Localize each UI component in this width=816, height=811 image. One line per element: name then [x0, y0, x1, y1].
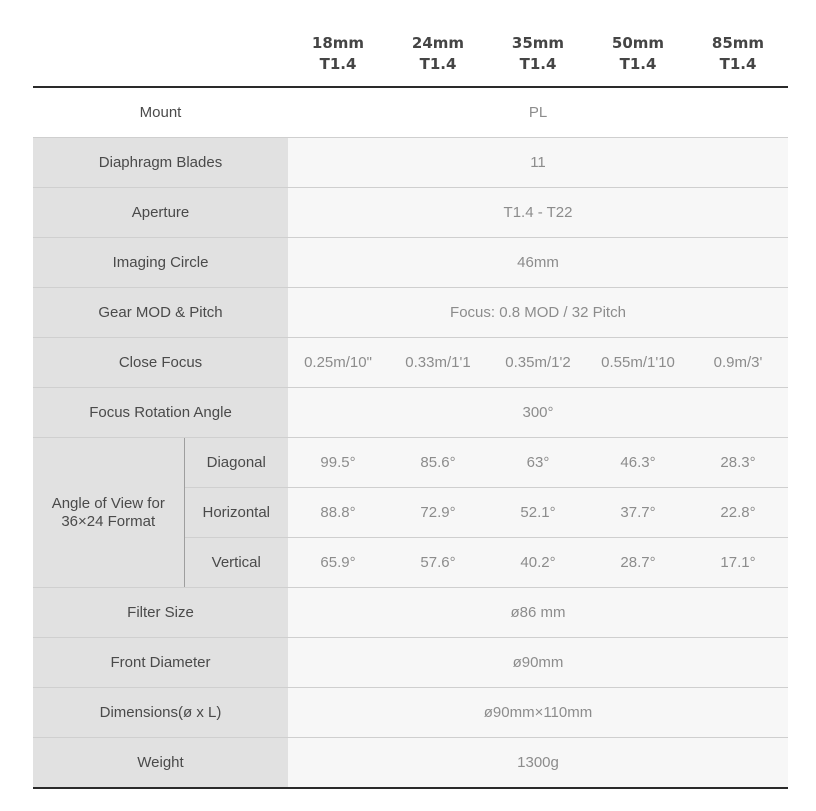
row-value: 46mm [288, 238, 788, 288]
sub-label-horizontal: Horizontal [184, 488, 288, 538]
row-value: PL [288, 87, 788, 138]
row-angle-diagonal [33, 438, 788, 488]
row-value: 300° [288, 388, 788, 438]
row-close-focus [33, 338, 788, 388]
row-gear-mod-pitch [33, 288, 788, 338]
angle-of-view-label-line2: 36×24 Format [61, 512, 156, 530]
header-t-stop: T1.4 [719, 55, 757, 73]
cell-value: 65.9° [288, 538, 388, 588]
row-label: Dimensions(ø x L) [33, 688, 288, 738]
row-mount [33, 87, 788, 138]
row-diaphragm-blades [33, 138, 788, 188]
row-imaging-circle [33, 238, 788, 288]
row-value: Focus: 0.8 MOD / 32 Pitch [288, 288, 788, 338]
cell-value: 85.6° [388, 438, 488, 488]
header-lens-24mm [388, 22, 488, 87]
header-focal-length: 85mm [711, 34, 765, 52]
angle-of-view-label-line1: Angle of View for [51, 494, 165, 512]
cell-value: 40.2° [488, 538, 588, 588]
row-value: T1.4 - T22 [288, 188, 788, 238]
row-front-diameter [33, 638, 788, 688]
angle-of-view-label [33, 438, 184, 588]
cell-value: 57.6° [388, 538, 488, 588]
cell-value: 28.3° [688, 438, 788, 488]
row-label: Focus Rotation Angle [33, 388, 288, 438]
sub-label-diagonal: Diagonal [184, 438, 288, 488]
cell-value: 22.8° [688, 488, 788, 538]
header-focal-length: 18mm [311, 34, 365, 52]
header-t-stop: T1.4 [519, 55, 557, 73]
cell-value: 0.35m/1'2 [488, 338, 588, 388]
header-focal-length: 35mm [511, 34, 565, 52]
header-t-stop: T1.4 [619, 55, 657, 73]
lens-spec-table [33, 22, 788, 789]
cell-value: 52.1° [488, 488, 588, 538]
row-value: 11 [288, 138, 788, 188]
cell-value: 37.7° [588, 488, 688, 538]
row-label: Aperture [33, 188, 288, 238]
cell-value: 63° [488, 438, 588, 488]
header-focal-length: 50mm [611, 34, 665, 52]
row-dimensions [33, 688, 788, 738]
row-value: ø90mm×110mm [288, 688, 788, 738]
cell-value: 0.25m/10" [288, 338, 388, 388]
header-row [33, 22, 788, 87]
row-label: Weight [33, 738, 288, 789]
cell-value: 0.55m/1'10 [588, 338, 688, 388]
cell-value: 17.1° [688, 538, 788, 588]
header-focal-length: 24mm [411, 34, 465, 52]
row-label: Close Focus [33, 338, 288, 388]
row-focus-rotation-angle [33, 388, 788, 438]
row-label: Mount [33, 87, 288, 138]
header-lens-85mm [688, 22, 788, 87]
header-t-stop: T1.4 [419, 55, 457, 73]
row-label: Gear MOD & Pitch [33, 288, 288, 338]
row-label: Filter Size [33, 588, 288, 638]
sub-label-vertical: Vertical [184, 538, 288, 588]
cell-value: 88.8° [288, 488, 388, 538]
cell-value: 72.9° [388, 488, 488, 538]
cell-value: 46.3° [588, 438, 688, 488]
cell-value: 28.7° [588, 538, 688, 588]
row-value: ø86 mm [288, 588, 788, 638]
row-weight [33, 738, 788, 789]
cell-value: 99.5° [288, 438, 388, 488]
row-filter-size [33, 588, 788, 638]
row-aperture [33, 188, 788, 238]
row-label: Imaging Circle [33, 238, 288, 288]
row-label: Diaphragm Blades [33, 138, 288, 188]
cell-value: 0.9m/3' [688, 338, 788, 388]
row-value: ø90mm [288, 638, 788, 688]
header-blank-cell [33, 22, 288, 87]
header-lens-18mm [288, 22, 388, 87]
cell-value: 0.33m/1'1 [388, 338, 488, 388]
row-value: 1300g [288, 738, 788, 789]
header-lens-35mm [488, 22, 588, 87]
header-lens-50mm [588, 22, 688, 87]
header-t-stop: T1.4 [319, 55, 357, 73]
row-label: Front Diameter [33, 638, 288, 688]
